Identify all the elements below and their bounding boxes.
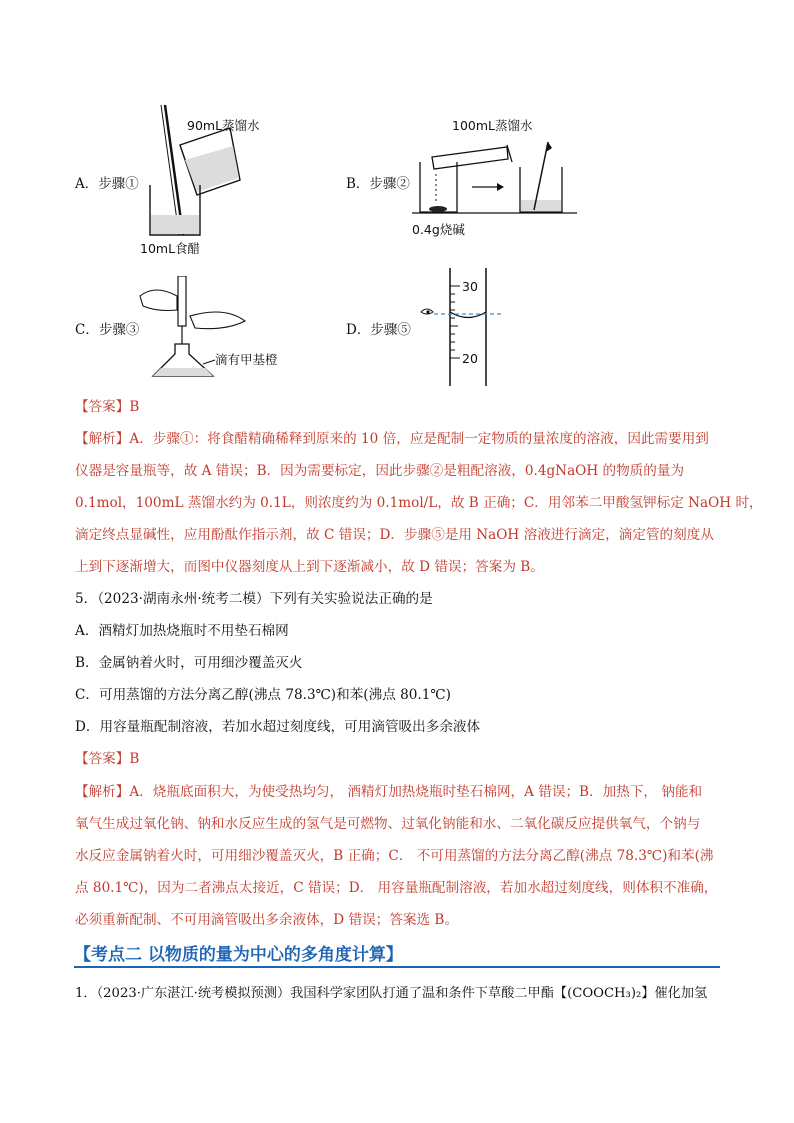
q4-analysis-line: 【解析】A．步骤①：将食醋精确稀释到原来的 10 倍，应是配制一定物质的量浓度的溶液，因此需要用到: [75, 431, 709, 447]
label-10ml-vinegar: 10mL食醋: [140, 241, 201, 256]
label-04g-naoh: 0.4g烧碱: [412, 222, 465, 237]
option-c-label: C．步骤③: [75, 322, 140, 338]
diagram-a-dilution: [135, 100, 285, 265]
option-a-label: A．步骤①: [75, 176, 139, 192]
tick-20: 20: [462, 351, 478, 366]
q4-analysis-line: 滴定终点显碱性，应用酚酞作指示剂，故 C 错误；D．步骤⑤是用 NaOH 溶液进行滴定，滴定管的刻度从: [75, 527, 714, 543]
q5-analysis-line: 必须重新配制、不可用滴管吸出多余液体，D 错误；答案选 B。: [75, 912, 458, 928]
diagram-d-scale: [418, 268, 508, 388]
q5-option-b: B．金属钠着火时，可用细沙覆盖灭火: [75, 655, 303, 671]
label-100ml-water: 100mL蒸馏水: [452, 118, 533, 133]
q5-option-a: A．酒精灯加热烧瓶时不用垫石棉网: [75, 623, 289, 639]
q5-answer: 【答案】B: [75, 751, 140, 767]
q4-answer: 【答案】B: [75, 399, 140, 415]
option-b-label: B．步骤②: [346, 176, 410, 192]
q5-option-c: C．可用蒸馏的方法分离乙醇(沸点 78.3℃)和苯(沸点 80.1℃): [75, 687, 451, 703]
q4-analysis-line: 上到下逐渐增大，而图中仪器刻度从上到下逐渐减小，故 D 错误；答案为 B。: [75, 559, 544, 575]
option-d-label: D．步骤⑤: [346, 322, 411, 338]
q1-stem: 1．（2023·广东湛江·统考模拟预测）我国科学家团队打通了温和条件下草酸二甲酯【(COOCH₃)₂】催化加氢: [75, 986, 708, 1001]
diagram-c-titration: [135, 276, 305, 386]
label-90ml-water: 90mL蒸馏水: [187, 118, 260, 133]
q4-analysis-line: 0.1mol，100mL 蒸馏水约为 0.1L，则浓度约为 0.1mol/L，故 B 正确；C．用邻苯二甲酸氢钾标定 NaOH 时，: [75, 495, 763, 511]
label-methyl-orange: 滴有甲基橙: [215, 352, 278, 367]
tick-30: 30: [462, 279, 478, 294]
q5-analysis-line: 水反应金属钠着火时，可用细沙覆盖灭火，B 正确；C． 不可用蒸馏的方法分离乙醇(沸点 78.3℃)和苯(沸: [75, 848, 714, 864]
section-heading: 【考点二 以物质的量为中心的多角度计算】: [74, 940, 720, 968]
q5-analysis-line: 氧气生成过氧化钠、钠和水反应生成的氢气是可燃物、过氧化钠能和水、二氧化碳反应提供氧气，个钠与: [75, 816, 701, 832]
diagram-b-naoh: [412, 112, 577, 242]
q5-analysis-line: 【解析】A．烧瓶底面积大，为使受热均匀， 酒精灯加热烧瓶时垫石棉网，A 错误；B．加热下， 钠能和: [75, 784, 703, 800]
q5-analysis-line: 点 80.1℃)，因为二者沸点太接近，C 错误；D． 用容量瓶配制溶液，若加水超过刻度线，则体积不准确，: [75, 880, 718, 896]
q5-stem: 5．（2023·湖南永州·统考二模）下列有关实验说法正确的是: [75, 591, 433, 607]
q4-analysis-line: 仪器是容量瓶等，故 A 错误；B．因为需要标定，因此步骤②是粗配溶液，0.4gNaOH 的物质的量为: [75, 463, 685, 479]
q5-option-d: D．用容量瓶配制溶液，若加水超过刻度线，可用滴管吸出多余液体: [75, 719, 481, 735]
